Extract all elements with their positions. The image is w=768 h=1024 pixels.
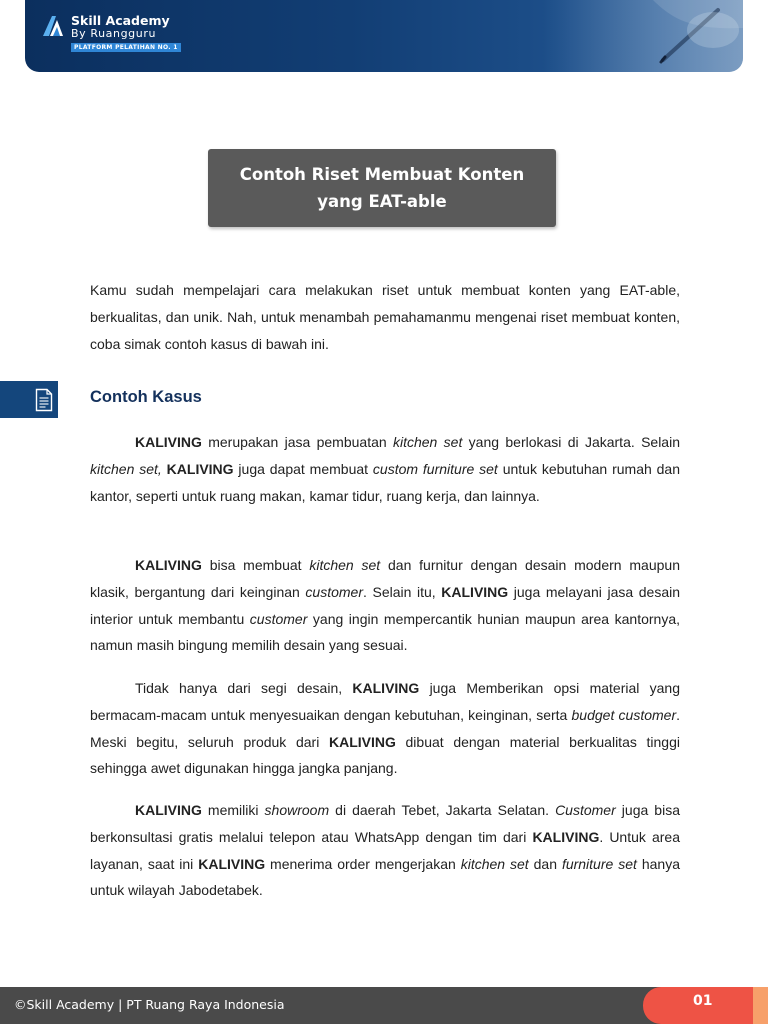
text-run: . Untuk area layanan, saat ini <box>90 828 681 872</box>
text-run: . Meski begitu, seluruh produk dari <box>90 706 680 750</box>
brand-name-bold: KALIVING <box>532 828 600 845</box>
brand-badge: PLATFORM PELATIHAN NO. 1 <box>71 43 181 52</box>
case-paragraph-2 <box>90 552 680 659</box>
text-run: di daerah Tebet, Jakarta Selatan. <box>329 802 556 818</box>
text-run: bisa membuat <box>201 557 310 573</box>
header-banner <box>25 0 743 72</box>
case-paragraph-1 <box>90 429 680 509</box>
brand-name-bold: KALIVING <box>135 434 202 450</box>
text-run: juga dapat membuat <box>233 460 373 477</box>
footer-copyright: ©Skill Academy | PT Ruang Raya Indonesia <box>14 997 285 1012</box>
brand-name-bold: KALIVING <box>328 733 396 750</box>
text-run: memiliki <box>201 802 265 818</box>
section-tab <box>0 381 58 418</box>
page-title-box <box>208 149 556 227</box>
page-number: 01 <box>693 993 713 1009</box>
text-run: menerima order mengerjakan <box>265 855 461 872</box>
brand-name-bold: KALIVING <box>198 855 266 872</box>
text-run: untuk kebutuhan rumah dan kantor, seperti untuk ruang makan, kamar tidur, ruang kerja, dan lainnya. <box>90 460 680 504</box>
text-run: dibuat dengan material berkualitas tinggi sehingga awet digunakan hingga jangka panjang. <box>90 733 680 777</box>
text-run: juga Memberikan opsi material yang bermacam-macam untuk menyesuaikan dengan kebutuhan, keinginan, serta <box>90 680 680 723</box>
text-run: Tidak hanya dari segi desain, <box>135 680 353 696</box>
italic-term: custom furniture set <box>372 460 498 477</box>
brand-logo[interactable] <box>41 14 181 52</box>
brand-title: Skill Academy <box>71 13 170 28</box>
italic-term: kitchen set, <box>90 460 162 477</box>
intro-paragraph: Kamu sudah mempelajari cara melakukan riset untuk membuat konten yang EAT-able, berkualitas, dan unik. Nah, untuk menambah pemahamanmu mengenai riset membuat konten, coba simak contoh kasus di bawah ini. <box>90 282 680 352</box>
brand-name-bold: KALIVING <box>166 460 234 477</box>
page-title: Contoh Riset Membuat Konten yang EAT-able <box>239 165 525 211</box>
text-run: . Selain itu, <box>363 583 442 600</box>
text-run: hanya untuk wilayah Jabodetabek. <box>90 855 681 899</box>
section-title: Contoh Kasus <box>90 388 202 406</box>
case-paragraph-4 <box>90 797 680 904</box>
text-run: dan furnitur dengan desain modern maupun klasik, bergantung dari keinginan <box>90 557 680 600</box>
italic-term: kitchen set <box>460 855 529 872</box>
italic-term: furniture set <box>561 855 637 872</box>
text-run: juga bisa berkonsultasi gratis melalui telepon atau WhatsApp dengan tim dari <box>90 802 680 845</box>
text-run: dan <box>528 855 562 872</box>
italic-term: showroom <box>264 802 330 818</box>
brand-name-bold: KALIVING <box>352 680 420 696</box>
italic-term: kitchen set <box>309 557 381 573</box>
brand-subtitle: By Ruangguru <box>71 27 157 40</box>
text-run: juga melayani jasa desain interior untuk membantu <box>90 583 680 627</box>
text-run: yang ingin mempercantik hunian maupun area kantornya, namun masih bingung memilih desain yang sesuai. <box>90 610 681 654</box>
italic-term: customer <box>249 610 308 627</box>
hand-writing-illustration <box>543 0 743 72</box>
skill-academy-logo-icon <box>41 14 65 38</box>
footer-bar <box>0 987 768 1024</box>
case-paragraph-3 <box>90 675 680 782</box>
brand-name-bold: KALIVING <box>135 802 202 818</box>
footer-edge-accent <box>753 987 768 1024</box>
brand-name-bold: KALIVING <box>135 557 202 573</box>
page-number-badge <box>643 987 753 1024</box>
italic-term: Customer <box>555 802 616 818</box>
document-icon <box>35 388 53 412</box>
text-run: yang berlokasi di Jakarta. Selain <box>462 434 680 450</box>
text-run: merupakan jasa pembuatan <box>201 434 393 450</box>
italic-term: budget customer <box>571 706 677 723</box>
brand-name-bold: KALIVING <box>441 583 509 600</box>
italic-term: customer <box>305 583 363 600</box>
italic-term: kitchen set <box>392 434 463 450</box>
